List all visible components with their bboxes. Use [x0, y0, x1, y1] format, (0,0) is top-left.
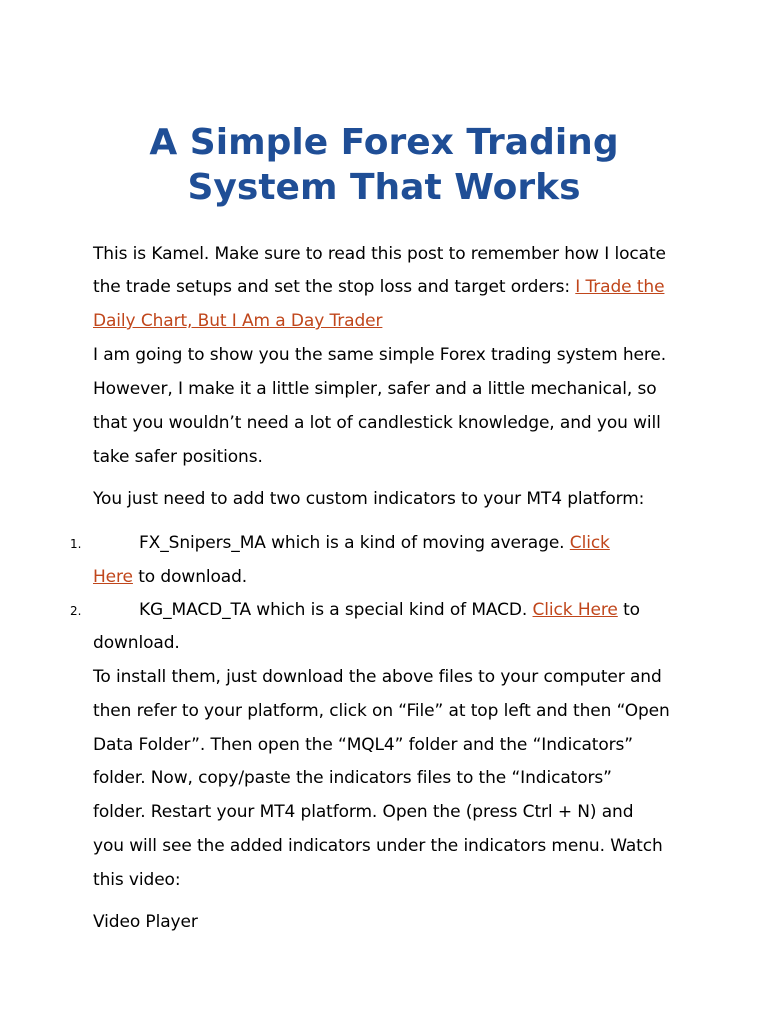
- install-line-5: folder. Restart your MT4 platform. Open the (press Ctrl + N) and: [93, 802, 634, 822]
- para2-line-2: However, I make it a little simpler, safer and a little mechanical, so: [93, 379, 657, 399]
- list-item-1-text: FX_Snipers_MA which is a kind of moving average.: [139, 533, 570, 553]
- para2-line-3: that you wouldn’t need a lot of candlestick knowledge, and you will: [93, 413, 661, 433]
- intro-line-2: [93, 276, 664, 298]
- install-line-3: Data Folder”. Then open the “MQL4” folder and the “Indicators”: [93, 735, 633, 755]
- click-here-link-2[interactable]: Click Here: [532, 600, 618, 620]
- para2-line-4: take safer positions.: [93, 447, 263, 467]
- install-line-7: this video:: [93, 870, 181, 890]
- list-item-1-line-1: [139, 532, 610, 554]
- page-title-line-2: System That Works: [187, 167, 581, 208]
- install-line-1: To install them, just download the above files to your computer and: [93, 667, 662, 687]
- video-player-label: Video Player: [93, 912, 198, 932]
- daily-chart-link[interactable]: I Trade the: [575, 277, 665, 297]
- list-item-1-line-2: [93, 566, 247, 588]
- click-here-link-1[interactable]: Click: [569, 533, 610, 553]
- click-here-link-1-continued[interactable]: Here: [93, 567, 133, 587]
- install-line-4: folder. Now, copy/paste the indicators files to the “Indicators”: [93, 768, 612, 788]
- para3-line-1: You just need to add two custom indicators to your MT4 platform:: [93, 489, 645, 509]
- list-number-2: 2.: [70, 604, 82, 618]
- list-item-2-line-1: [139, 599, 640, 621]
- para2-line-1: I am going to show you the same simple Forex trading system here.: [93, 345, 667, 365]
- list-item-2-after: to: [617, 600, 640, 620]
- install-line-6: you will see the added indicators under the indicators menu. Watch: [93, 836, 663, 856]
- list-item-2-text: KG_MACD_TA which is a special kind of MACD.: [139, 600, 533, 620]
- intro-line-3: [93, 310, 382, 332]
- intro-line-1: This is Kamel. Make sure to read this post to remember how I locate: [93, 244, 666, 264]
- page-title-line-1: A Simple Forex Trading: [149, 122, 619, 163]
- install-line-2: then refer to your platform, click on “File” at top left and then “Open: [93, 701, 670, 721]
- list-item-2-line-2: download.: [93, 633, 180, 653]
- list-item-1-after: to download.: [132, 567, 248, 587]
- intro-line-2-text: the trade setups and set the stop loss and target orders:: [93, 277, 576, 297]
- list-number-1: 1.: [70, 537, 82, 551]
- daily-chart-link-continued[interactable]: Daily Chart, But I Am a Day Trader: [93, 311, 383, 331]
